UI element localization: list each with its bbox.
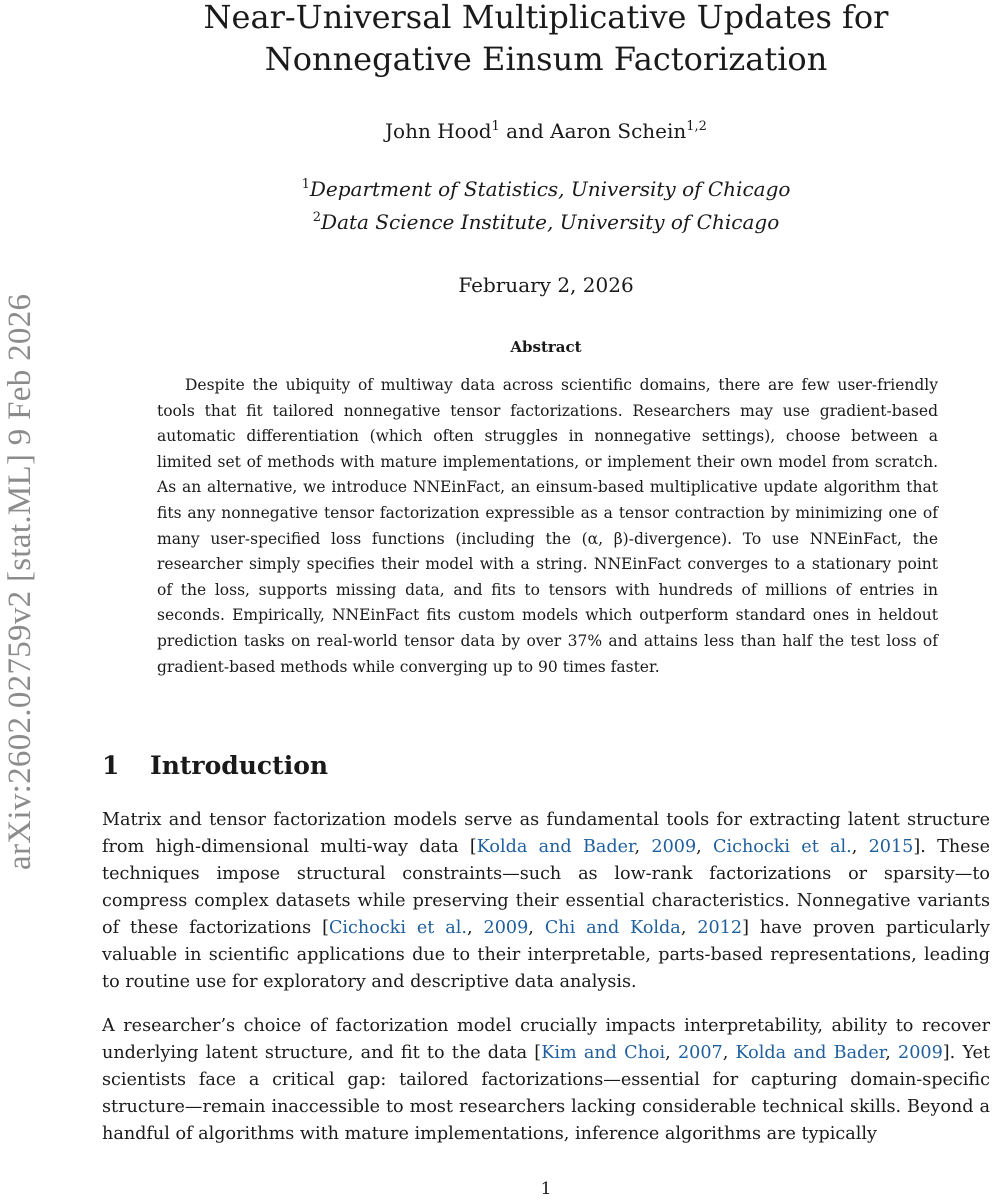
section-title: Introduction [150,751,329,780]
citation-year-link[interactable]: 2007 [677,1043,723,1063]
title-line-1: Near-Universal Multiplicative Updates for [203,0,889,36]
paragraph-text: ] have proven particularly valuable in scientific applications due to their interpretable, parts-based representations, leading to routine use for exploratory and descriptive data analysis. [102,918,990,992]
author-name: John Hood [385,119,492,143]
citation-separator: , [885,1043,899,1063]
citation-separator: , [634,837,652,857]
citation-separator: , [696,837,714,857]
author-affiliation-mark: 1 [491,119,500,134]
citation-link[interactable]: Kim and Choi [541,1043,666,1063]
page-number: 1 [540,1179,552,1199]
body-paragraph [102,807,990,996]
body-paragraph [102,1013,990,1148]
author-joiner: and [499,119,551,143]
citation-link[interactable]: Cichocki et al. [328,918,467,938]
citation-year-link[interactable]: 2009 [483,918,529,938]
citation-separator: , [467,918,484,938]
author-name: Aaron Schein [550,119,687,143]
affiliation-mark: 1 [301,177,310,192]
author-affiliation-mark: 1,2 [686,119,707,134]
arxiv-identifier-stamp: arXiv:2602.02759v2 [stat.ML] 9 Feb 2026 [2,293,38,870]
paper-title [102,0,990,80]
citation-separator: , [528,918,545,938]
citation-separator: , [665,1043,678,1063]
publication-date: February 2, 2026 [458,273,634,297]
author-list [102,116,990,146]
affiliation [102,173,990,206]
citation-link[interactable]: Cichocki et al. [713,837,852,857]
affiliation [102,206,990,239]
abstract-heading: Abstract [510,338,582,356]
citation-separator: , [722,1043,736,1063]
affiliation-list [102,173,990,239]
paragraph-text: ]. Yet scientists face a critical gap: tailored factorizations—essential for capturing domain-specific structure—remain inaccessible to most researchers lacking considerable technical skills. Beyond a handful of algorithms with mature implementations, inference algorithms are typically [102,1043,991,1144]
affiliation-name: Data Science Institute, University of Chicago [321,210,780,234]
citation-year-link[interactable]: 2012 [697,918,743,938]
paragraph-text: A researcher’s choice of factorization model crucially impacts interpretability, ability to recover underlying latent structure, and fit to the data [ [102,1016,990,1063]
citation-separator: , [680,918,698,938]
section-number: 1 [102,751,120,780]
affiliation-name: Department of Statistics, University of Chicago [309,177,791,201]
paragraph-text: Matrix and tensor factorization models serve as fundamental tools for extracting latent structure from high-dimensional multi-way data [ [102,810,990,857]
abstract-text: Despite the ubiquity of multiway data across scientific domains, there are few user-friendly tools that fit tailored nonnegative tensor factorizations. Researchers may use gradient-based automatic differentiation (which often struggles in nonnegative settings), choose between a limited set of methods with mature implementations, or implement their own model from scratch. As an alternative, we introduce NNEinFact, an einsum-based multiplicative update algorithm that fits any nonnegative tensor factorization expressible as a tensor contraction by minimizing one of many user-specified loss functions (including the (α, β)-divergence). To use NNEinFact, the researcher simply specifies their model with a string. NNEinFact converges to a stationary point of the loss, supports missing data, and fits to tensors with hundreds of millions of entries in seconds. Empirically, NNEinFact fits custom models which outperform standard ones in heldout prediction tasks on real-world tensor data by over 37% and attains less than half the test loss of gradient-based methods while converging up to 90 times faster. [157,376,938,676]
affiliation-mark: 2 [312,210,322,225]
citation-link[interactable]: Kolda and Bader [735,1043,886,1063]
citation-link[interactable]: Kolda and Bader [476,837,635,857]
title-line-2: Nonnegative Einsum Factorization [264,40,828,78]
paragraph-text: ]. These techniques impose structural constraints—such as low-rank factorizations or sparsity—to compress complex datasets while preserving their essential characteristics. Nonnegative variants of these factorizations [ [102,837,991,938]
section-heading [102,748,990,784]
citation-year-link[interactable]: 2015 [868,837,914,857]
citation-link[interactable]: Chi and Kolda [544,918,681,938]
citation-separator: , [851,837,869,857]
citation-year-link[interactable]: 2009 [651,837,697,857]
citation-year-link[interactable]: 2009 [898,1043,943,1063]
